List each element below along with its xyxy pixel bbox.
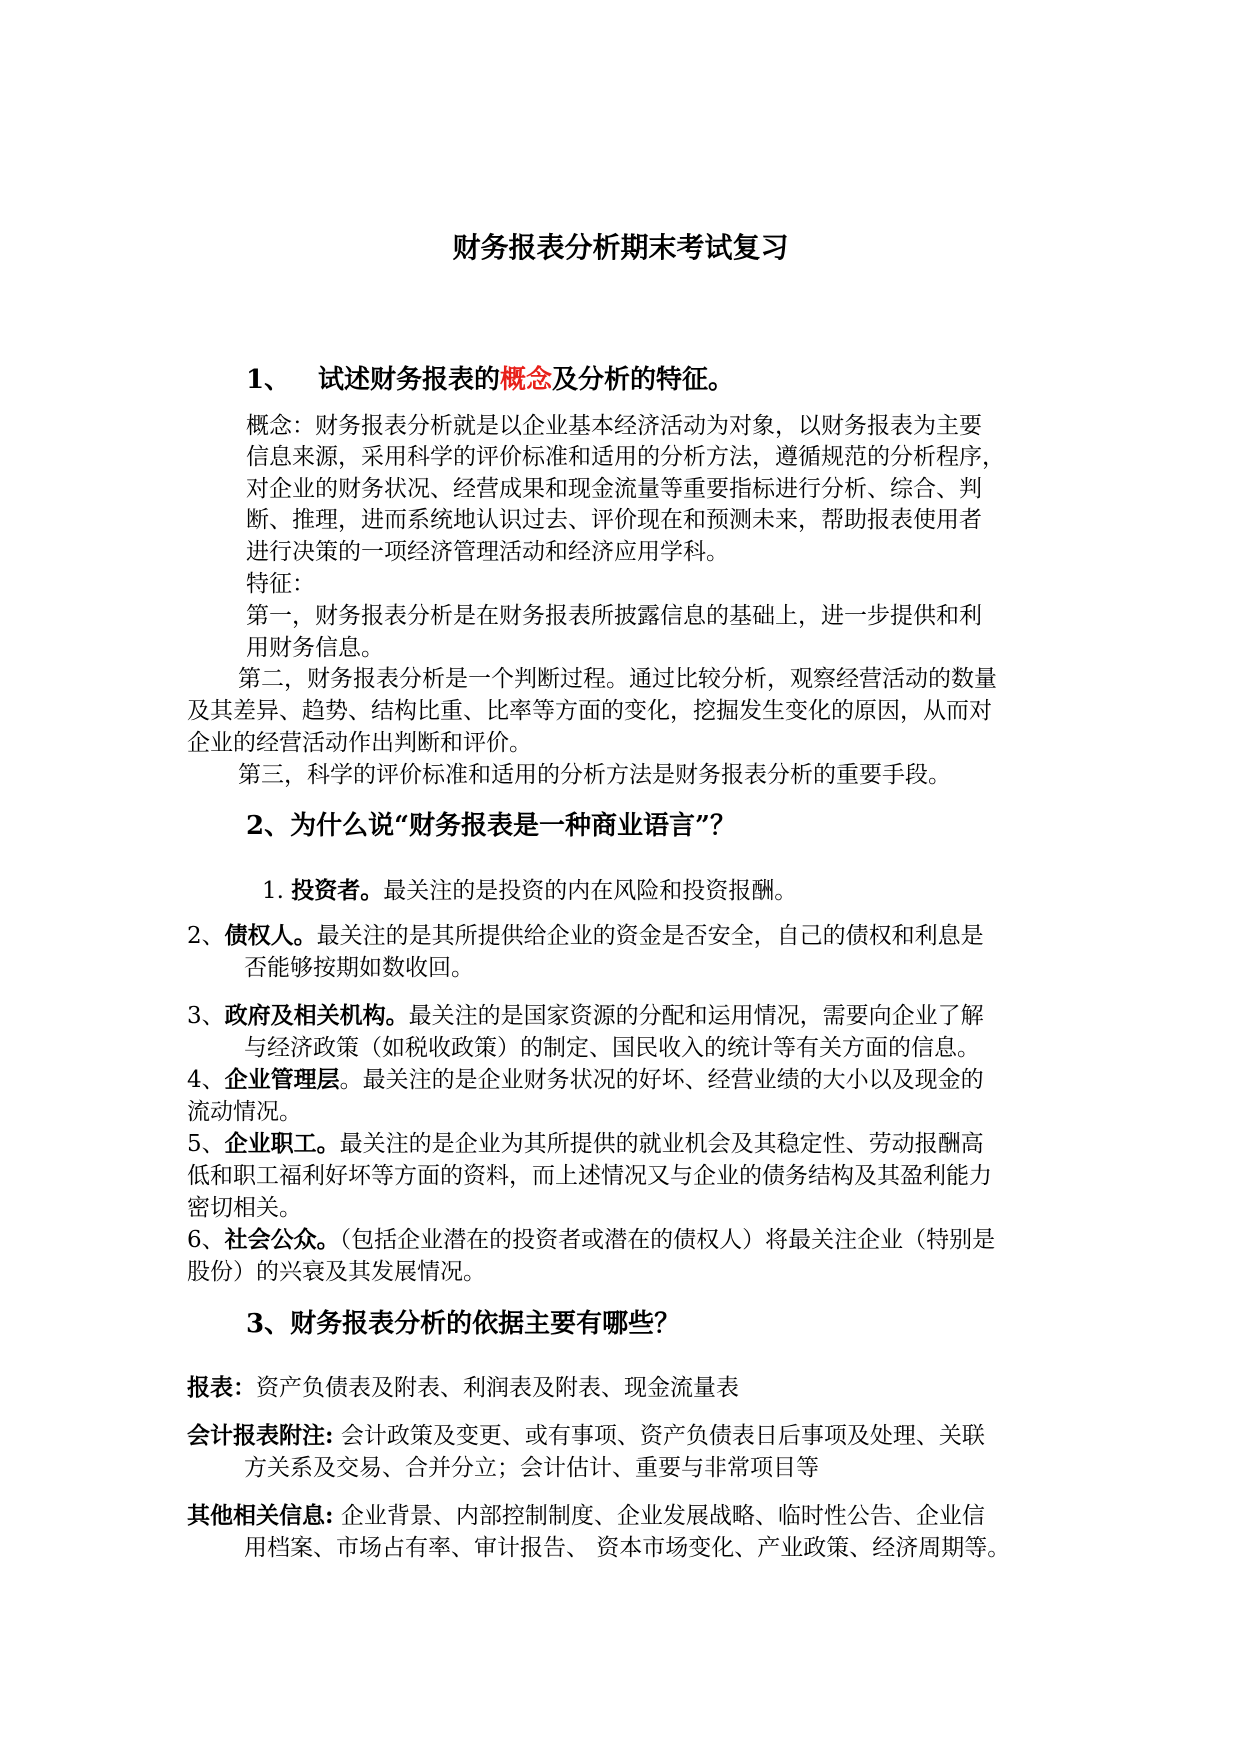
q2-item-text: （包括企业潜在的投资者或潜在的债权人）将最关注企业（特别是	[339, 1227, 996, 1253]
q2-item-label: 企业职工。	[224, 1130, 340, 1157]
q2-item-number: 1.	[262, 878, 292, 904]
q2-item	[187, 1128, 984, 1160]
q3-item-label: 其他相关信息:	[187, 1502, 334, 1529]
q2-item-text: 。最关注的是企业财务状况的好坏、经营业绩的大小以及现金的	[339, 1067, 984, 1093]
q2-item-number: 2、	[187, 923, 225, 949]
q2-item-number: 6、	[187, 1227, 225, 1253]
q2-item-text: 密切相关。	[187, 1195, 302, 1221]
q1-concept-line: 信息来源，采用科学的评价标准和适用的分析方法，遵循规范的分析程序，	[246, 444, 1005, 470]
q3-heading: 3、财务报表分析的依据主要有哪些？	[246, 1309, 681, 1339]
q2-item-text: 最关注的是国家资源的分配和运用情况，需要向企业了解	[408, 1003, 984, 1029]
q3-item	[187, 1500, 985, 1532]
q2-heading: 2、为什么说“财务报表是一种商业语言”？	[246, 811, 737, 841]
q1-heading-highlight: 概念	[500, 365, 553, 395]
q3-item-text: 资产负债表及附表、利润表及附表、现金流量表	[256, 1375, 739, 1401]
q1-heading	[318, 362, 734, 398]
q2-item-text: 否能够按期如数收回。	[244, 955, 474, 981]
q1-feature2-line: 及其差异、趋势、结构比重、比率等方面的变化，挖掘发生变化的原因，从而对	[187, 698, 992, 724]
q2-item	[187, 1224, 995, 1256]
document-title: 财务报表分析期末考试复习	[452, 231, 789, 264]
q3-item-label: 报表：	[187, 1374, 256, 1401]
q1-concept-line: 概念：财务报表分析就是以企业基本经济活动为对象，以财务报表为主要	[246, 413, 982, 439]
q3-item-text: 用档案、市场占有率、审计报告、 资本市场变化、产业政策、经济周期等。	[244, 1535, 1011, 1561]
q2-item-text: 最关注的是企业为其所提供的就业机会及其稳定性、劳动报酬高	[339, 1131, 984, 1157]
q2-item	[187, 1000, 984, 1032]
q2-item-text: 最关注的是其所提供给企业的资金是否安全，自己的债权和利息是	[316, 923, 984, 949]
q2-item-text: 最关注的是投资的内在风险和投资报酬。	[383, 878, 798, 904]
q2-item-number: 5、	[187, 1131, 225, 1157]
q2-item	[187, 1064, 984, 1096]
q2-item-text: 低和职工福利好坏等方面的资料，而上述情况又与企业的债务结构及其盈利能力	[187, 1163, 992, 1189]
q3-item	[187, 1372, 739, 1404]
q1-heading-pre: 试述财务报表的	[318, 365, 501, 395]
q2-item-label: 投资者。	[291, 877, 384, 904]
q2-item-text: 股份）的兴衰及其发展情况。	[187, 1259, 486, 1285]
q1-number: 1、	[246, 365, 291, 395]
q1-concept-line: 对企业的财务状况、经营成果和现金流量等重要指标进行分析、综合、判	[246, 476, 982, 502]
q1-feature2-line: 第二，财务报表分析是一个判断过程。通过比较分析，观察经营活动的数量	[238, 666, 997, 692]
q1-feature-label: 特征：	[246, 571, 315, 597]
q3-item	[187, 1420, 985, 1452]
q3-item-text: 方关系及交易、合并分立；会计估计、重要与非常项目等	[244, 1455, 819, 1481]
q1-concept-line: 断、推理，进而系统地认识过去、评价现在和预测未来，帮助报表使用者	[246, 507, 982, 533]
q2-item-label: 社会公众。	[224, 1226, 340, 1253]
q1-concept-line: 进行决策的一项经济管理活动和经济应用学科。	[246, 539, 729, 565]
q2-item-number: 3、	[187, 1003, 225, 1029]
q2-item	[262, 875, 797, 907]
q2-item-number: 4、	[187, 1067, 225, 1093]
q2-item-text: 与经济政策（如税收政策）的制定、国民收入的统计等有关方面的信息。	[244, 1035, 980, 1061]
q3-item-text: 会计政策及变更、或有事项、资产负债表日后事项及处理、关联	[340, 1423, 985, 1449]
q1-feature1-line: 用财务信息。	[246, 635, 384, 661]
q1-feature3-line: 第三，科学的评价标准和适用的分析方法是财务报表分析的重要手段。	[238, 762, 951, 788]
q2-item	[187, 920, 984, 952]
q3-item-text: 企业背景、内部控制制度、企业发展战略、临时性公告、企业信	[340, 1503, 985, 1529]
q2-item-label: 债权人。	[224, 922, 317, 949]
q1-feature1-line: 第一，财务报表分析是在财务报表所披露信息的基础上，进一步提供和利	[246, 603, 982, 629]
q2-item-text: 流动情况。	[187, 1099, 302, 1125]
q2-item-label: 企业管理层	[224, 1066, 340, 1093]
q1-heading-post: 及分析的特征。	[552, 365, 735, 395]
q2-item-label: 政府及相关机构。	[224, 1002, 409, 1029]
q3-item-label: 会计报表附注:	[187, 1422, 334, 1449]
q1-feature2-line: 企业的经营活动作出判断和评价。	[187, 730, 532, 756]
